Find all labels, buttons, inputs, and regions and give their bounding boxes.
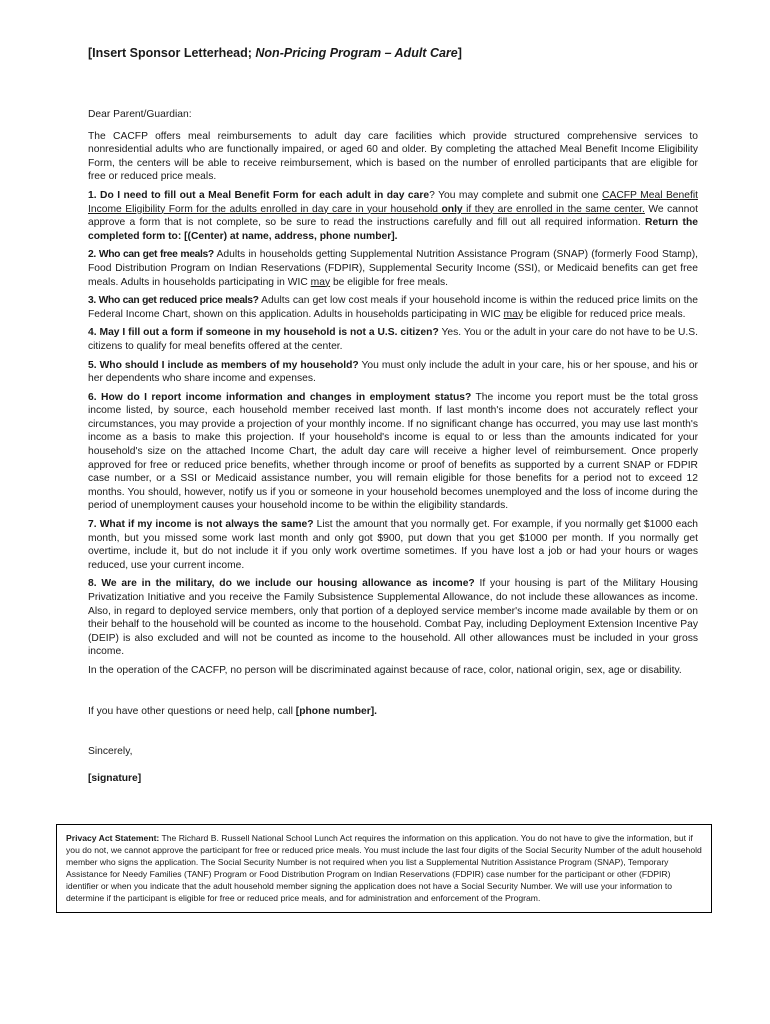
faq-item-7 <box>88 518 698 572</box>
faq-answer-7: List the amount that you normally get. For example, if you normally get $1000 each month, but you missed some work last month and only got $900, put down that you get $1000 per month. If you normally get overtime, include it, but do not include it if you only work overtime sometimes. If you have lost a job or had your hours or wages reduced, use your current income. <box>88 519 698 571</box>
faq-item-4 <box>88 326 698 353</box>
nondiscrimination-statement: In the operation of the CACFP, no person will be discriminated against because of race, color, national origin, sex, age or disability. <box>88 664 682 676</box>
return-form-instruction: Return the completed form to: [(Center) at name, address, phone number]. <box>88 217 698 242</box>
faq-question-5: 5. Who should I include as members of my household? <box>88 359 359 371</box>
faq-answer-2: Adults in households getting Supplemental Nutrition Assistance Program (SNAP) (formerly Food Stamp), Food Distribution Program on Indian Reservations (FDPIR), Supplemental Security Income (SSI), or Medicaid benefits can get free meals. Adults in households participating in WIC <box>88 249 699 288</box>
faq-question-7: 7. What if my income is not always the same? <box>88 519 314 531</box>
salutation: Dear Parent/Guardian: <box>88 109 192 120</box>
closing: Sincerely, <box>88 746 133 758</box>
faq-item-1 <box>88 189 698 243</box>
privacy-act-statement-box <box>56 824 712 913</box>
faq-answer-1a: You may complete and submit one <box>434 189 603 201</box>
faq-question-2: 2. Who can get free meals? <box>88 249 214 261</box>
faq-item-6 <box>88 391 698 513</box>
faq-answer-1b: We cannot approve a form that is not complete, so be sure to read the instructions carefully and fill out all required information. <box>88 203 699 229</box>
privacy-title: Privacy Act Statement: <box>66 833 160 843</box>
faq-answer-1-underline: CACFP Meal Benefit Income Eligibility Form for the adults enrolled in day care in your household <box>88 189 698 215</box>
faq-answer-6: The income you report must be the total gross income listed, by source, each household member received last month. If last month's income does not accurately reflect your circumstances, you may provide a projection of your monthly income. If no significant change has occurred, you may use last month's income as a basis to make this projection. If your household's income is equal to or less than the amounts indicated for your household's size on the attached Income Chart, the adult day care will receive a higher level of reimbursement. Once properly approved for free or reduced price benefits, whether through income or proof of benefits as supported by a current SNAP or FDPIR case number, or a SSI or Medicaid assistance number, you will remain eligible for those benefits for a period not to exceed 12 months. You should, however, notify us if you or someone in your household becomes unemployed and the loss of income during the period of unemployment causes your household income to be within the eligibility standards. <box>88 391 698 512</box>
faq-question-4: 4. May I fill out a form if someone in my household is not a U.S. citizen? <box>88 327 439 339</box>
header-prefix: [Insert Sponsor Letterhead; <box>88 46 256 60</box>
header-program: Non-Pricing Program – Adult Care <box>255 46 458 60</box>
faq-answer-2-end: be eligible for free meals. <box>330 276 448 288</box>
intro-paragraph: The CACFP offers meal reimbursements to adult day care facilities which provide structured comprehensive services to nonresidential adults who are functionally impaired, or aged 60 and older. By completing the attached Meal Benefit Income Eligibility Form, the centers will be able to receive reimbursement, which is based on the number of enrolled participants that are eligible for free or reduced price meals. <box>88 130 698 183</box>
signature-placeholder: [signature] <box>88 772 142 784</box>
faq-answer-3: Adults can get low cost meals if your household income is within the reduced price limits on the Federal Income Chart, shown on this application. Adults in households participating in WIC <box>88 295 698 320</box>
faq-question-8: 8. We are in the military, do we include our housing allowance as income? <box>88 578 475 590</box>
spacer <box>88 764 698 772</box>
spacer <box>88 723 698 745</box>
faq-item-8 <box>88 577 698 659</box>
header-suffix: ] <box>457 46 462 60</box>
letter-body <box>88 108 698 790</box>
faq-question-3: 3. Who can get reduced price meals? <box>88 295 259 307</box>
faq-answer-2-may: may <box>310 276 331 288</box>
faq-answer-4: Yes. You or the adult in your care do not have to be U.S. citizens to qualify for meal benefits offered at the center. <box>88 327 699 352</box>
faq-answer-1-underline-2: if they are enrolled in the same center. <box>462 203 645 215</box>
faq-answer-1-only: only <box>438 203 463 215</box>
spacer <box>88 683 698 705</box>
faq-item-5 <box>88 359 698 386</box>
privacy-text: The Richard B. Russell National School Lunch Act requires the information on this application. You do not have to give the information, but if you do not, we cannot approve the participant for free or reduced price meals. You must include the last four digits of the Social Security Number of the adult household member who signs the application. The Social Security Number is not required when you list a Supplemental Nutrition Assistance Program (SNAP), Temporary Assistance for Needy Families (TANF) Program or Food Distribution Program on Indian Reservations (FDPIR) case number for the participant or other (FDPIR) identifier or when you indicate that the adult household member signing the application does not have a Social Security Number. We will use your information to determine if the participant is eligible for free or reduced price meals, and for administration and enforcement of the Program. <box>66 833 702 903</box>
faq-answer-5: You must only include the adult in your care, his or her spouse, and his or her dependents who share income and expenses. <box>88 359 698 385</box>
faq-answer-3-may: may <box>503 308 523 320</box>
faq-question-1: 1. Do I need to fill out a Meal Benefit Form for each adult in day care <box>88 189 430 201</box>
contact-text: If you have other questions or need help, call <box>88 705 296 717</box>
phone-number-placeholder: [phone number]. <box>295 705 378 717</box>
faq-item-3 <box>88 294 698 321</box>
faq-item-2 <box>88 248 698 289</box>
faq-question-1-mark: ? <box>429 189 435 201</box>
faq-answer-3-end: be eligible for reduced price meals. <box>522 308 686 320</box>
faq-question-6: 6. How do I report income information and changes in employment status? <box>88 391 472 403</box>
contact-line <box>88 705 698 719</box>
faq-answer-8: If your housing is part of the Military Housing Privatization Initiative and you receive the Family Subsistence Supplemental Allowance, do not include these allowances as income. Also, in regard to deployed service members, only that portion of a deployed service member's income made available by them or on their behalf to the household will be counted as income to the household. Combat Pay, including Deployment Extension Incentive Pay (DEIP) is also excluded and will not be counted as income to the household. All other allowances must be included in your gross income. <box>88 578 698 658</box>
letterhead-placeholder <box>88 46 462 60</box>
